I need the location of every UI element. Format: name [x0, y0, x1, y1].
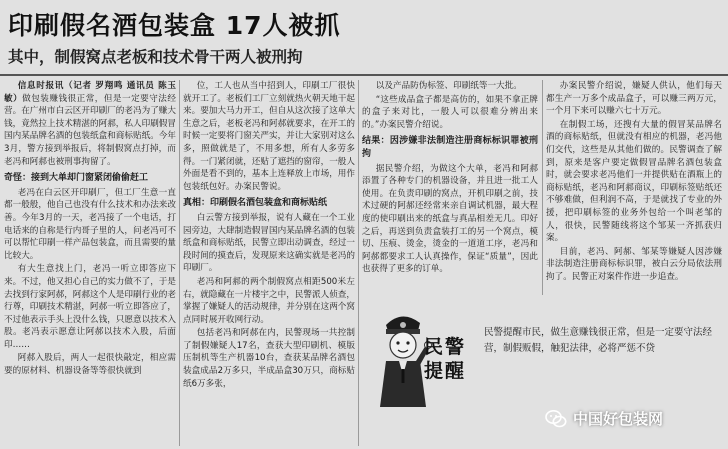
paragraph: 有大生意找上门，老冯一听立即答应下来。不过，他又担心自己的实力做不了，于是去找到行家阿郝，阿郝这个人是印刷行业的老行尊，印刷技术精湛，阿郝一听立即答应了，不过他表示手头上没什么钱，只愿意以技术入股。老冯表示愿意让阿郝以技术入股，后面印…… [4, 264, 176, 350]
column-divider [179, 80, 180, 446]
police-officer-icon [372, 295, 432, 415]
paragraph: “这些成品盒子都是高仿的，如果不拿正牌的盒子来对比，一般人可以很难分辨出来的。”办案民警介绍说。 [362, 94, 538, 130]
paragraph: 老冯和阿郝的两个制假窝点相距500米左右，就隐藏在一片楼宇之中，民警派人侦查，掌握了嫌疑人的活动规律，并分别在这两个窝点同时展开收网行动。 [183, 276, 355, 325]
paragraph: 以及产品防伪标签、印刷纸等一大批。 [375, 81, 522, 91]
column-1 [4, 80, 176, 446]
alert-title-line: 民警 [424, 336, 467, 358]
paragraph: 办案民警介绍说，嫌疑人供认，他们每天都生产一万多个成品盒子，可以赚三两万元，一个月下来可以赚六七十万元。 [546, 81, 722, 117]
headline-rule [0, 74, 728, 76]
watermark-text: 中国好包装网 [573, 410, 664, 428]
column-divider [358, 80, 359, 446]
wechat-icon [545, 409, 567, 429]
intro-text: 做包装赚钱很正常，但是一定要守法经营。在广州市白云区开印刷厂的老冯为了赚大钱，竟然拉上技术精湛的阿郝，私人印刷假冒国内某品牌名酒的包装纸盒和商标贴纸。今年3月，警方接到举报后，将制假窝点打掉，而老冯和阿郝也被刑事拘留了。 [4, 93, 176, 167]
paragraph: 老冯在白云区开印刷厂，但工厂生意一直都一般般，他自己也没有什么技术和办法来改善。今年3月的一天，老冯接了一个电话，打电话来的自称是行内哥子里的人，问老冯可不可以帮忙印刷一样产品包装盒，而且需要的量比较大。 [4, 187, 176, 261]
paragraph: 阿郝入股后，两人一起很快敲定，相应需要的原材料、机器设备等等很快就到 [4, 353, 176, 377]
police-reminder-box [372, 295, 722, 415]
column-3 [362, 80, 538, 295]
paragraph: 包括老冯和阿郝在内，民警现场一共控制了制假嫌疑人17名，查获大型印刷机、模版压制机等生产机器10台，查获某品牌名酒包装盒成品2万多只，半成品盒30万只，商标贴纸6万多张， [183, 328, 355, 389]
alert-title-line: 提醒 [424, 360, 467, 382]
paragraph: 目前，老冯、阿郝、邹某等嫌疑人因涉嫌非法制造注册商标标识罪，被白云分局依法刑拘了。民警正对案件作进一步追查。 [546, 246, 722, 282]
paragraph: 白云警方接到举报，说有人藏在一个工业园旁边，大肆制造假冒国内某品牌名酒的包装纸盒和商标贴纸，民警立即出动调查，经过一段时间的摸查后，发现原来这确实就是老冯的印刷厂。 [183, 212, 355, 274]
article-subhead: 其中，制假窝点老板和技术骨干两人被刑拘 [8, 48, 303, 66]
paragraph-text: 位，工人也从当中招到人，印刷工厂很快就开工了。老板们工厂立刻就热火朝天地干起来。要加大马力开工，但自从这次接了这单大生意之后，老板老冯和阿郝就要求，在开工的时候一定要将门窗关严实，并让大家别对这么多，照做就是了，不用多想，所有人多劳多得。一门紧闭就，还贴了遮挡的窗帘，一般人外面是看不到的，基本上连释放上市场，用作包装纸包好。 [183, 81, 355, 192]
article-headline: 印刷假名酒包装盒 17人被抓 [8, 11, 341, 40]
paragraph [183, 80, 355, 193]
paragraph: 在制假工场，还搜有大量的假冒某品牌名酒的商标贴纸，但就没有相应的机器，老冯他们交代，这些是从其他们做的。民警调查了解到，原来是客户要定做假冒品牌名酒包装盒时，就会要求老冯他们一并提供贴在酒瓶上的商标贴纸，老冯和阿郝商议，印刷标签贴纸还不够难做，但利润不高，于是就找了专业的外援，把印刷标签的业务外包给一个叫老邹的人，很快，民警随线将这个邹某一齐抓获归案。 [546, 119, 722, 244]
section-heading-3: 结果：因涉嫌非法制造注册商标标识罪被刑拘 [362, 136, 538, 159]
intro-paragraph [4, 80, 176, 168]
byline: 信息时报讯（记者 罗翔鸣 通讯员 陈玉敏） [4, 81, 176, 104]
column-2 [183, 80, 355, 446]
paragraph-tail: 办案民警说。 [234, 181, 287, 192]
alert-text: 民警提醒市民，做生意赚钱很正常，但是一定要守法经营，制假贩假，触犯法律，必将严惩不贷 [484, 327, 713, 354]
section-heading-2: 真相：印刷假名酒包装盒和商标贴纸 [183, 198, 328, 209]
section-heading-1: 奇怪：接到大单却门窗紧闭偷偷赶工 [4, 173, 149, 184]
paragraph: 据民警介绍，为做这个大单，老冯和阿郝添置了各种专门的机器设备，并且进一批工人使用。在负责印刷的窝点，开机印刷之前，技术过硬的阿郝还经常来亲自调试机器，最大程度的使印刷出来的纸盒与真品相差无几。印好之后，再送到负责盒装打工的另一个窝点，模切、压痕、烫金，烫金的一道道工序，老冯和阿郝都要求工人认真操作，保证“质量”，因此也获得了更多的订单。 [362, 163, 538, 275]
watermark [545, 408, 663, 429]
column-divider [542, 80, 543, 295]
alert-title [424, 335, 466, 383]
